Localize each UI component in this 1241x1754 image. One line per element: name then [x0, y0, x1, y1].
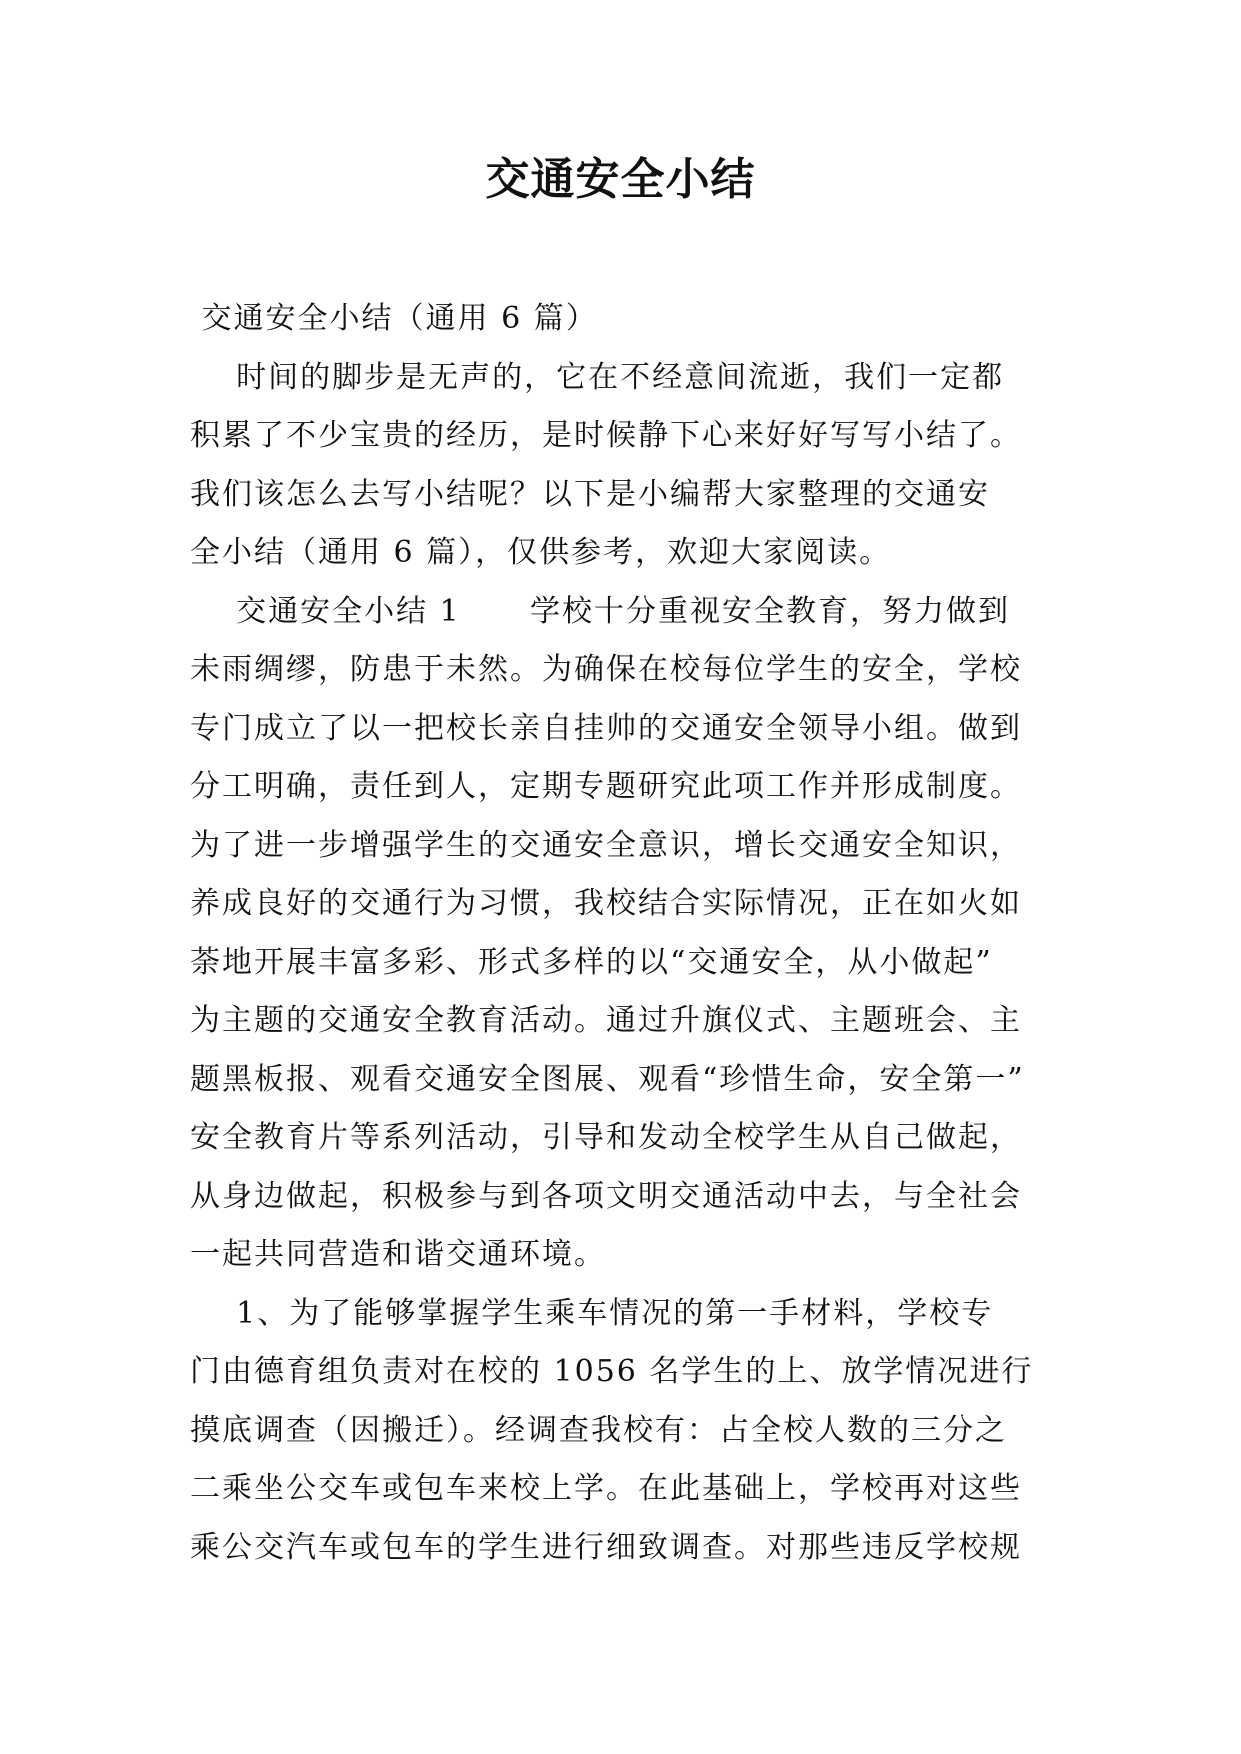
text-line: 为了进一步增强学生的交通安全意识，增长交通安全知识，: [190, 827, 1022, 863]
text-line: 安全教育片等系列活动，引导和发动全校学生从自己做起，: [190, 1120, 1022, 1155]
text-line: 摸底调查（因搬迁）。经调查我校有：占全校人数的三分之: [190, 1412, 1007, 1448]
text-line: 荼地开展丰富多彩、形式多样的以“交通安全，从小做起”: [190, 944, 993, 980]
text-line: 从身边做起，积极参与到各项文明交通活动中去，与全社会: [190, 1178, 1022, 1214]
text-line: 全小结（通用 6 篇），仅供参考，欢迎大家阅读。: [190, 535, 892, 570]
text-line: 门由德育组负责对在校的 1056 名学生的上、放学情况进行: [190, 1354, 1034, 1389]
text-line: 养成良好的交通行为习惯，我校结合实际情况，正在如火如: [190, 886, 1022, 921]
text-line: 交通安全小结（通用 6 篇）: [190, 301, 598, 336]
text-line: 交通安全小结 1 学校十分重视安全教育，努力做到: [190, 593, 1010, 629]
text-line: 题黑板报、观看交通安全图展、观看“珍惜生命，安全第一”: [190, 1061, 1025, 1097]
text-line: 未雨绸缪，防患于未然。为确保在校每位学生的安全，学校: [190, 652, 1022, 687]
text-line: 我们该怎么去写小结呢？以下是小编帮大家整理的交通安: [190, 476, 990, 512]
text-line: 1、为了能够掌握学生乘车情况的第一手材料，学校专: [190, 1295, 994, 1331]
document-body: [190, 290, 1070, 1577]
text-line: 二乘坐公交车或包车来校上学。在此基础上，学校再对这些: [190, 1471, 1022, 1506]
text-line: 乘公交汽车或包车的学生进行细致调查。对那些违反学校规: [190, 1529, 1022, 1565]
text-line: 积累了不少宝贵的经历，是时候静下心来好好写写小结了。: [190, 418, 1022, 453]
text-line: 为主题的交通安全教育活动。通过升旗仪式、主题班会、主: [190, 1003, 1022, 1038]
page-title: 交通安全小结: [485, 154, 756, 205]
text-line: 专门成立了以一把校长亲自挂帅的交通安全领导小组。做到: [190, 710, 1022, 746]
text-line: 时间的脚步是无声的，它在不经意间流逝，我们一定都: [190, 359, 1005, 395]
text-line: 分工明确，责任到人，定期专题研究此项工作并形成制度。: [190, 769, 1022, 804]
text-line: 一起共同营造和谐交通环境。: [190, 1237, 606, 1272]
